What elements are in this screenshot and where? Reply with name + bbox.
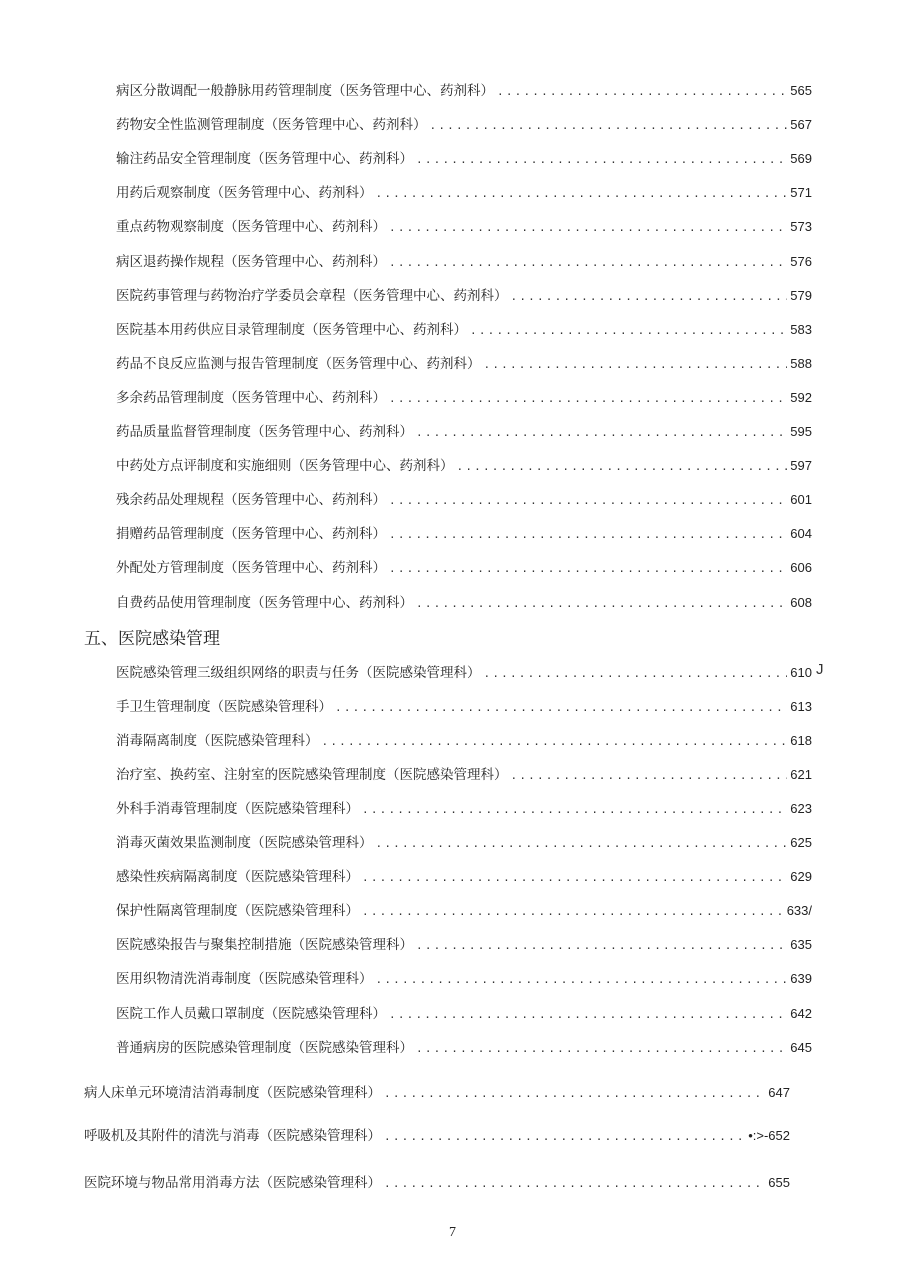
toc-entry-page: 633/ xyxy=(786,903,812,919)
toc-entry xyxy=(116,865,812,885)
dot-leader xyxy=(389,494,787,507)
toc-entry-title: 中药处方点评制度和实施细则（医务管理中心、药剂科） xyxy=(116,458,454,475)
margin-mark: J xyxy=(816,661,824,678)
toc-entry xyxy=(116,831,812,851)
toc-entry-title: 消毒隔离制度（医院感染管理科） xyxy=(116,733,319,750)
toc-entry-page: 625 xyxy=(790,835,812,851)
toc-entry xyxy=(116,181,812,201)
dot-leader xyxy=(384,1177,765,1190)
toc-entry-title: 病区分散调配一般静脉用药管理制度（医务管理中心、药剂科） xyxy=(116,83,494,99)
section-heading: 五、医院感染管理 xyxy=(84,629,220,649)
dot-leader xyxy=(416,939,787,952)
dot-leader xyxy=(362,871,787,884)
toc-entry-page: 608 xyxy=(790,594,812,610)
toc-entry-page: •:>-652 xyxy=(748,1128,790,1143)
toc-entry xyxy=(84,1171,790,1191)
toc-entry xyxy=(116,797,812,817)
toc-entry xyxy=(116,386,812,406)
dot-leader xyxy=(335,701,787,714)
toc-entry-page: 592 xyxy=(790,389,812,405)
toc-entry xyxy=(116,661,812,681)
dot-leader xyxy=(376,973,788,986)
toc-entry-title: 病人床单元环境清洁消毒制度（医院感染管理科） xyxy=(84,1085,381,1101)
toc-entry xyxy=(116,147,812,167)
toc-entry-page: 595 xyxy=(790,424,812,439)
dot-leader xyxy=(484,667,788,680)
toc-entry-title: 药品质量监督管理制度（医务管理中心、药剂科） xyxy=(116,424,413,440)
toc-entry-title: 药品不良反应监测与报告管理制度（医务管理中心、药剂科） xyxy=(116,355,481,372)
dot-leader xyxy=(497,85,787,98)
dot-leader xyxy=(457,460,788,473)
toc-entry-page: 606 xyxy=(790,560,812,576)
dot-leader xyxy=(416,1042,787,1055)
toc-entry-page: 588 xyxy=(790,355,812,371)
toc-entry-title: 药物安全性监测管理制度（医务管理中心、药剂科） xyxy=(116,117,427,134)
dot-leader xyxy=(384,1130,745,1143)
dot-leader xyxy=(376,837,788,850)
toc-entry-page: 639 xyxy=(790,971,812,987)
toc-entry-title: 医院基本用药供应目录管理制度（医务管理中心、药剂科） xyxy=(116,321,467,338)
toc-entry-title: 呼吸机及其附件的清洗与消毒（医院感染管理科） xyxy=(84,1128,381,1144)
toc-entry-page: 573 xyxy=(790,219,812,235)
toc-entry-title: 多余药品管理制度（医务管理中心、药剂科） xyxy=(116,389,386,406)
dot-leader xyxy=(470,324,787,337)
toc-entry-page: 604 xyxy=(790,526,812,542)
toc-entry-title: 医院工作人员戴口罩制度（医院感染管理科） xyxy=(116,1005,386,1022)
toc-entry-page: 621 xyxy=(790,767,812,783)
toc-entry xyxy=(116,1002,812,1022)
toc-entry-page: 613 xyxy=(790,699,812,715)
toc-entry xyxy=(116,284,812,304)
dot-leader xyxy=(322,735,788,748)
dot-leader xyxy=(416,426,787,439)
toc-entry-title: 消毒灭菌效果监测制度（医院感染管理科） xyxy=(116,835,373,852)
toc-entry-title: 外配处方管理制度（医务管理中心、药剂科） xyxy=(116,560,386,577)
toc-entry-page: 610 xyxy=(790,665,812,680)
toc-entry-title: 医院感染报告与聚集控制措施（医院感染管理科） xyxy=(116,937,413,954)
toc-entry-page: 635 xyxy=(790,937,812,953)
toc-entry-title: 保护性隔离管理制度（医院感染管理科） xyxy=(116,903,359,920)
toc-entry-page: 618 xyxy=(790,733,812,749)
toc-entry-page: 623 xyxy=(790,801,812,817)
dot-leader xyxy=(376,187,788,200)
toc-entry-page: 569 xyxy=(790,151,812,167)
toc-entry xyxy=(116,933,812,953)
toc-entry xyxy=(116,522,812,542)
dot-leader xyxy=(389,1008,787,1021)
toc-entry xyxy=(116,352,812,372)
toc-entry xyxy=(116,113,812,133)
toc-entry xyxy=(116,967,812,987)
toc-entry xyxy=(116,420,812,440)
toc-entry xyxy=(116,454,812,474)
toc-entry-title: 自费药品使用管理制度（医务管理中心、药剂科） xyxy=(116,594,413,611)
page-number: 7 xyxy=(449,1225,456,1240)
toc-entry-page: 642 xyxy=(790,1005,812,1021)
toc-entry-title: 普通病房的医院感染管理制度（医院感染管理科） xyxy=(116,1039,413,1056)
dot-leader xyxy=(484,358,788,371)
toc-entry-page: 567 xyxy=(790,117,812,133)
dot-leader xyxy=(389,392,787,405)
toc-entry xyxy=(116,488,812,508)
dot-leader xyxy=(384,1087,765,1100)
toc-entry xyxy=(116,250,812,270)
toc-entry-title: 输注药品安全管理制度（医务管理中心、药剂科） xyxy=(116,151,413,168)
toc-entry-title: 治疗室、换药室、注射室的医院感染管理制度（医院感染管理科） xyxy=(116,767,508,784)
toc-entry xyxy=(116,215,812,235)
toc-entry-page: 629 xyxy=(790,869,812,885)
toc-entry-title: 用药后观察制度（医务管理中心、药剂科） xyxy=(116,185,373,202)
dot-leader xyxy=(389,256,787,269)
toc-entry-page: 645 xyxy=(790,1039,812,1055)
toc-entry-title: 病区退药操作规程（医务管理中心、药剂科） xyxy=(116,253,386,270)
toc-entry-page: 579 xyxy=(790,287,812,303)
dot-leader xyxy=(416,597,787,610)
toc-entry xyxy=(116,763,812,783)
toc-entry xyxy=(84,1124,790,1144)
toc-entry xyxy=(116,79,812,99)
toc-entry xyxy=(116,899,812,919)
toc-entry-page: 583 xyxy=(790,321,812,337)
toc-entry xyxy=(84,1081,790,1101)
dot-leader xyxy=(511,769,788,782)
toc-entry xyxy=(116,556,812,576)
dot-leader xyxy=(430,119,788,132)
toc-entry-page: 601 xyxy=(790,492,812,508)
toc-entry-title: 手卫生管理制度（医院感染管理科） xyxy=(116,699,332,716)
toc-entry-title: 残余药品处理规程（医务管理中心、药剂科） xyxy=(116,492,386,509)
toc-entry-title: 医院感染管理三级组织网络的职责与任务（医院感染管理科） xyxy=(116,665,481,681)
toc-entry-page: 647 xyxy=(768,1085,790,1100)
dot-leader xyxy=(362,905,784,918)
toc-entry xyxy=(116,1036,812,1056)
toc-entry-title: 感染性疾病隔离制度（医院感染管理科） xyxy=(116,869,359,886)
dot-leader xyxy=(416,153,787,166)
toc-entry xyxy=(116,591,812,611)
toc-entry-page: 597 xyxy=(790,458,812,474)
toc-entry xyxy=(116,729,812,749)
toc-entry-title: 外科手消毒管理制度（医院感染管理科） xyxy=(116,801,359,818)
dot-leader xyxy=(362,803,787,816)
toc-entry-page: 571 xyxy=(790,185,812,201)
dot-leader xyxy=(389,221,787,234)
toc-entry xyxy=(116,318,812,338)
toc-entry-title: 医院环境与物品常用消毒方法（医院感染管理科） xyxy=(84,1175,381,1191)
toc-entry xyxy=(116,695,812,715)
dot-leader xyxy=(389,562,787,575)
toc-entry-title: 医院药事管理与药物治疗学委员会章程（医务管理中心、药剂科） xyxy=(116,287,508,304)
toc-entry-title: 医用织物清洗消毒制度（医院感染管理科） xyxy=(116,971,373,988)
toc-entry-page: 576 xyxy=(790,253,812,269)
toc-entry-title: 捐赠药品管理制度（医务管理中心、药剂科） xyxy=(116,526,386,543)
dot-leader xyxy=(511,290,788,303)
toc-entry-page: 655 xyxy=(768,1175,790,1190)
toc-entry-title: 重点药物观察制度（医务管理中心、药剂科） xyxy=(116,219,386,236)
toc-entry-page: 565 xyxy=(790,83,812,98)
dot-leader xyxy=(389,528,787,541)
